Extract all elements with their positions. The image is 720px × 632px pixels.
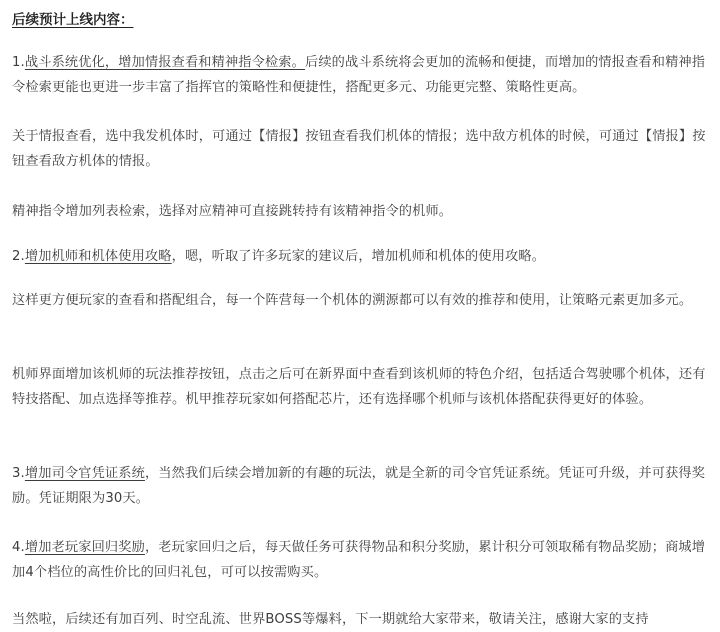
paragraph-pilot-recommend: 机师界面增加该机师的玩法推荐按钮，点击之后可在新界面中查看到该机师的特色介绍，包括适合驾驶哪个机体，还有特技搭配、加点选择等推荐。机甲推荐玩家如何搭配芯片，还有选择哪个机师与该机体搭配获得更好的体验。 <box>12 367 706 407</box>
item-topic: 战斗系统优化，增加情报查看和精神指令检索。 <box>24 55 305 70</box>
item-topic: 增加机师和机体使用攻略 <box>24 249 172 264</box>
item-text: ，当然我们后续会增加新的有趣的玩法，就是全新的司令官凭证系统。凭证可升级，并可获得奖励。凭证期限为30天。 <box>12 466 706 506</box>
paragraph-commander-pass <box>12 461 714 511</box>
section-heading: 后续预计上线内容： <box>12 12 134 28</box>
paragraph-pilot-guide <box>12 244 714 269</box>
item-text: 后续的战斗系统将会更加的流畅和便捷，而增加的情报查看和精神指令检索更能也更进一步丰富了指挥官的策略性和便捷性，搭配更多元、功能更完整、策略性更高。 <box>12 55 706 95</box>
paragraph-spirit-search: 精神指令增加列表检索，选择对应精神可直接跳转持有该精神指令的机师。 <box>12 204 453 219</box>
paragraph-returning-player <box>12 535 714 585</box>
paragraph-closing: 当然啦，后续还有加百列、时空乱流、世界BOSS等爆料，下一期就给大家带来，敬请关注，感谢大家的支持 <box>12 612 649 627</box>
paragraph-pilot-guide-detail: 这样更方便玩家的查看和搭配组合，每一个阵营每一个机体的溯源都可以有效的推荐和使用，让策略元素更加多元。 <box>12 293 693 308</box>
item-topic: 增加司令官凭证系统 <box>24 466 145 481</box>
item-number: 1. <box>12 55 25 70</box>
item-text: ，老玩家回归之后，每天做任务可获得物品和积分奖励，累计积分可领取稀有物品奖励；商城增加4个档位的高性价比的回归礼包，可可以按需购买。 <box>12 540 706 580</box>
paragraph-combat-optimization <box>12 50 714 100</box>
item-text: ，嗯，听取了许多玩家的建议后，增加机师和机体的使用攻略。 <box>171 249 546 264</box>
item-number: 3. <box>12 466 25 481</box>
item-number: 2. <box>12 249 25 264</box>
paragraph-intel-view: 关于情报查看，选中我发机体时，可通过【情报】按钮查看我们机体的情报；选中敌方机体的时候，可通过【情报】按钮查看敌方机体的情报。 <box>12 129 706 169</box>
item-number: 4. <box>12 540 25 555</box>
item-topic: 增加老玩家回归奖励 <box>24 540 145 555</box>
